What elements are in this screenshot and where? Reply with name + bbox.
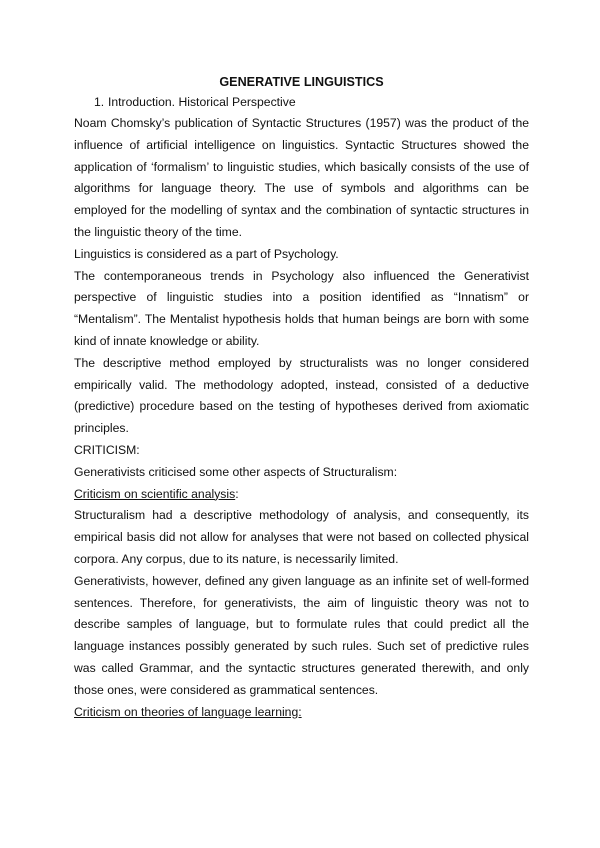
section-heading [74, 92, 529, 113]
subheading-scientific-colon: : [235, 486, 239, 501]
paragraph-descriptive-method: The descriptive method employed by structuralists was no longer considered empirically valid. The methodology adopted, instead, consisted of a deductive (predictive) procedure based on the testing of hypotheses derived from axiomatic principles. [74, 355, 529, 436]
paragraph-generativist-grammar: Generativists, however, defined any given language as an infinite set of well-formed sentences. Therefore, for generativists, the aim of linguistic theory was not to describe samples of language, but to formulate rules that could predict all the language instances possibly generated by such rules. Such set of predictive rules was called Grammar, and the syntactic structures generated therewith, and only those ones, were considered as grammatical sentences. [74, 573, 529, 697]
paragraph-criticism-intro: Generativists criticised some other aspects of Structuralism: [74, 464, 398, 479]
paragraph-mentalism: The contemporaneous trends in Psychology also influenced the Generativist perspective of linguistic studies into a position identified as “Innatism” or “Mentalism”. The Mentalist hypothesis holds that human beings are born with some kind of innate knowledge or ability. [74, 268, 529, 348]
section-heading-text: Introduction. Historical Perspective [108, 95, 296, 109]
paragraph-criticism-label: CRITICISM: [74, 442, 140, 457]
subheading-scientific-analysis-text: Criticism on scientific analysis [74, 486, 236, 501]
document-page [74, 72, 529, 723]
paragraph-psychology: Linguistics is considered as a part of Psychology. [74, 246, 339, 261]
subheading-language-learning [74, 702, 529, 724]
subheading-scientific-analysis [74, 484, 529, 506]
subheading-language-learning-text: Criticism on theories of language learning: [74, 704, 302, 719]
paragraph-structuralism-corpora: Structuralism had a descriptive methodology of analysis, and consequently, its empirical basis did not allow for analyses that were not based on collected physical corpora. Any corpus, due to its nature, is necessarily limited. [74, 508, 529, 566]
document-title: GENERATIVE LINGUISTICS [219, 75, 384, 89]
paragraph-intro: Noam Chomsky’s publication of Syntactic Structures (1957) was the product of the influence of artificial intelligence on linguistics. Syntactic Structures showed the application of ‘formalism’ to linguistic studies, which basically consists of the use of algorithms for language theory. The use of symbols and algorithms can be employed for the modelling of syntax and the combination of syntactic structures in the linguistic theory of the time. [74, 116, 529, 239]
section-number: 1. [94, 95, 105, 109]
